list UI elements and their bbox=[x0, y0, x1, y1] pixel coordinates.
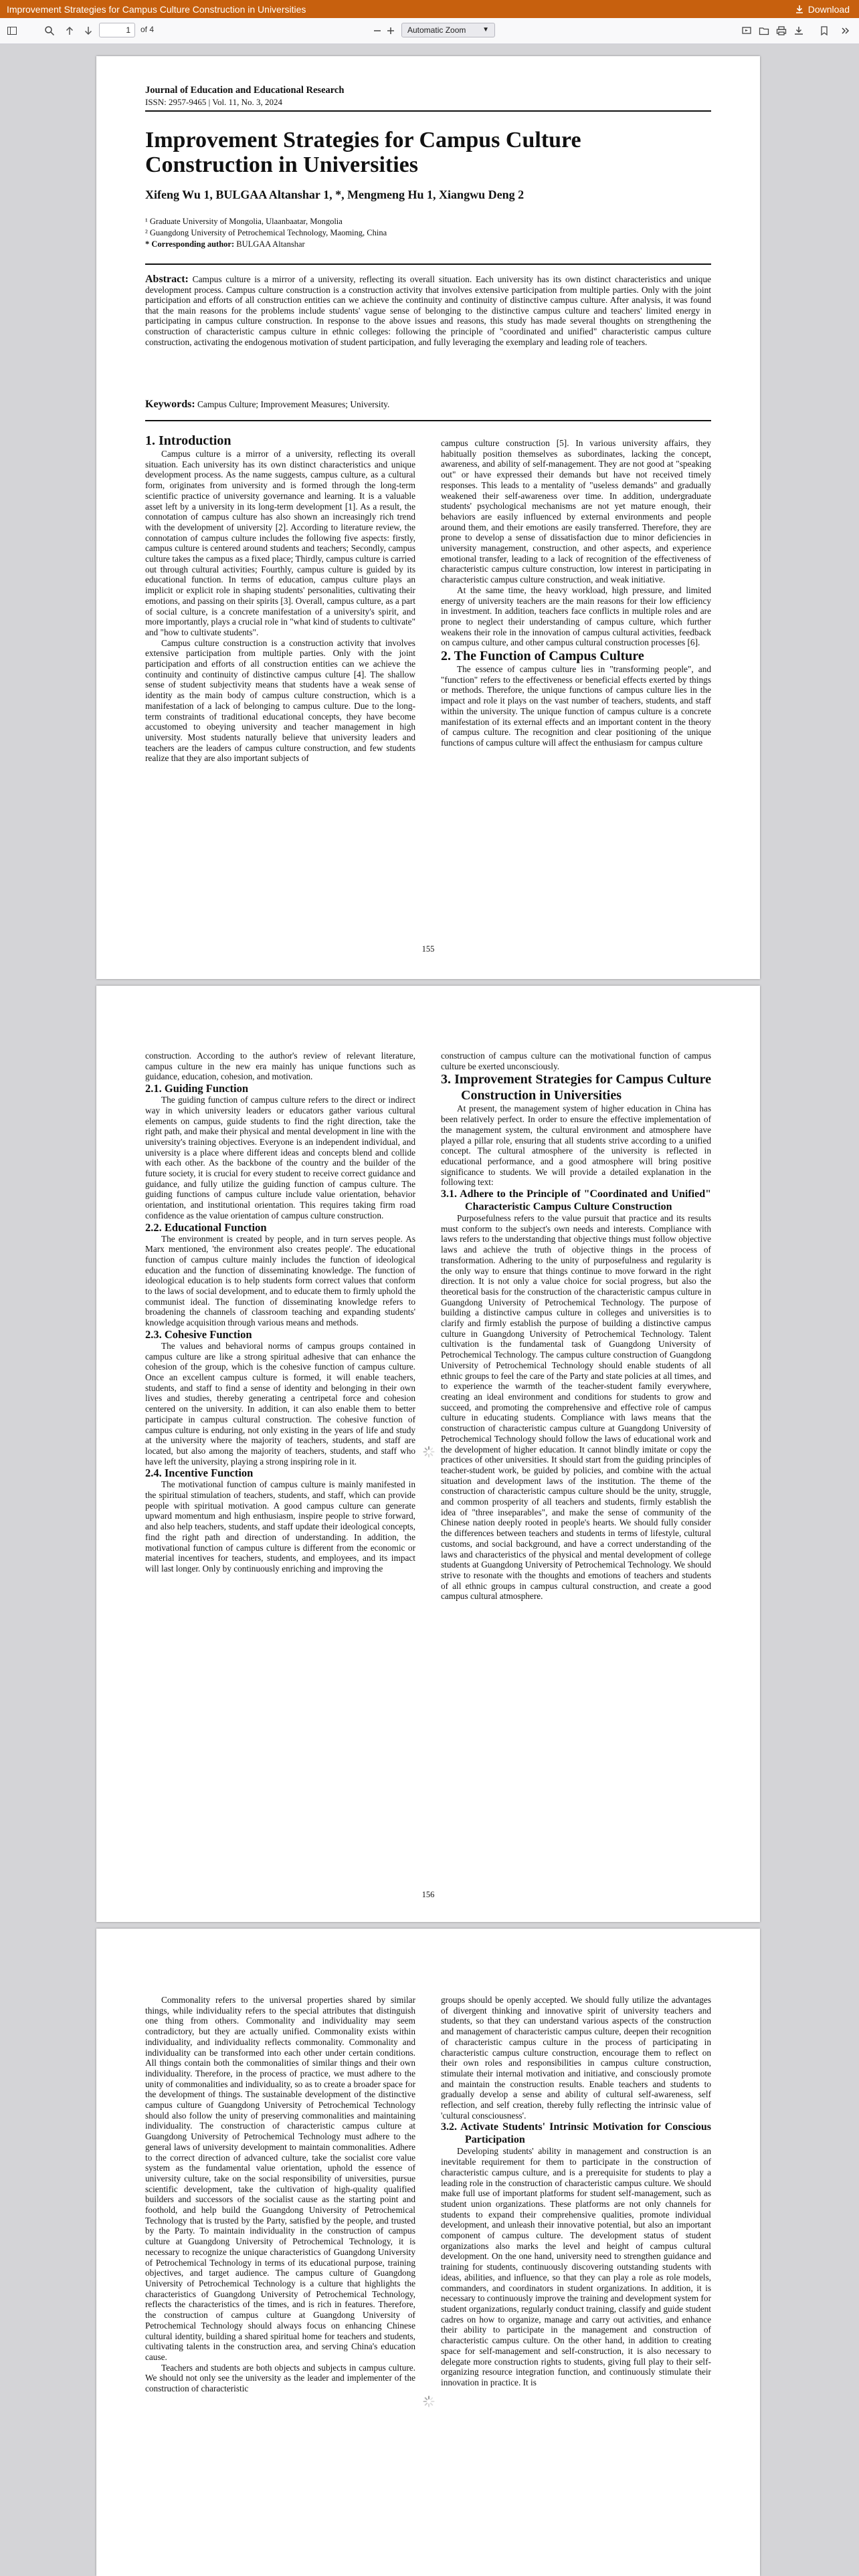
commonality-paragraph: Commonality refers to the universal properties shared by similar things, while individuality refers to the special attributes that distinguish one thing from others. Commonality and individuality may seem contradictory, but they are actually unified. Commonality exists within individuality, and individuality reflects commonality. Commonality and individuality can be transformed into each other under certain conditions. All things contain both the commonalities of similar things and their own individuality. Therefore, in the process of practice, we must adhere to the unity of commonalities and individuality, so as to create a broader space for the development of things. The sustainable development of the distinctive campus culture of Guangdong University of Petrochemical Technology should also follow the unity of preserving commonalities and maintaining individuality. The construction of characteristic campus culture at Guangdong University of Petrochemical Technology must adhere to the general laws of university development to maintain commonalities. Adhere to the correct direction of advanced culture, take the socialist core value system as the fundamental value orientation, uphold the essence of university culture, take on the social responsibility of universities, pursue scientific development, take the cultivation of high-quality qualified builders and successors of the socialist cause as the starting point and foothold, and help build the Guangdong University of Petrochemical Technology that is trusted by the Party, satisfied by the people, and trusted by the Party. To maintain individuality in the construction of campus culture at Guangdong University of Petrochemical Technology, it is necessary to recognize the unique characteristics of Guangdong University of Petrochemical Technology in terms of its educational purpose, training objectives, and target audience. The campus culture of Guangdong University of Petrochemical Technology is a culture that highlights the characteristics of Guangdong University of Petrochemical Technology, reflects the characteristics of the times, and is rich in features. Therefore, the construction of campus culture at Guangdong University of Petrochemical Technology should always focus on enhancing Chinese cultural identity, building a shared spiritual home for teachers and students, cultivating talents in the construction area, and serving China's education cause. bbox=[145, 1995, 415, 2362]
abstract-top-rule bbox=[145, 263, 711, 265]
groups-paragraph: groups should be openly accepted. We should fully utilize the advantages of divergent thinking and innovative spirit of university teachers and students, so that they can understand various aspects of the construction and management of characteristic campus culture, deepen their recognition of characteristic campus culture in the process of participating in characteristic campus culture construction, encourage them to reflect on their own roles and responsibilities in campus culture construction, stimulate their internal motivation and initiative, and consciously promote and maintain the construction results. Enable teachers and students to gradually develop a sense and ability of cultural self-awareness, self reflection, and self creation, thereby fully reflecting the intrinsic value of 'cultural consciousness'. bbox=[441, 1995, 711, 2121]
keywords-text: Campus Culture; Improvement Measures; University. bbox=[195, 399, 390, 409]
motivation-paragraph: Developing students' ability in management and construction is an inevitable requirement for them to participate in the construction of characteristic campus culture, and is a prerequisite for students to play a leading role in the construction of characteristic campus culture. We should make full use of important platforms for student self-management, such as student union organizations. These platforms are not only channels for students to expand their comprehensive qualities, promote individual development, and unleash their innovative potential, but also an important component of campus culture. The development status of student organizations also marks the level and height of campus cultural development. On the one hand, university need to strengthen guidance and training for students, continuously discovering outstanding students with ideas, abilities, and influence, so that they can play a role as role models, commanders, and coordinators in student organizations. In addition, it is necessary to continuously improve the training and development system for student organizations, regularly conduct training, classify and guide student cadres on how to organize, manage and carry out activities, and enhance their ability to participate in the management and construction of characteristic campus culture. On the other hand, in addition to creating space for self-management and self-construction, it is also necessary to delegate more construction rights to students, giving full play to their self-organizing resource integration function, and continuously stimulate their innovation in practice. It is bbox=[441, 2146, 711, 2387]
zoom-select[interactable] bbox=[401, 23, 495, 37]
loading-spinner-icon bbox=[423, 1446, 435, 1458]
open-file-button[interactable] bbox=[757, 23, 771, 38]
chevron-down-icon: ▼ bbox=[482, 26, 489, 33]
download-label: Download bbox=[807, 3, 850, 15]
incentive-paragraph-cont: construction of campus culture can the motivational function of campus culture be exerted unconsciously. bbox=[441, 1051, 711, 1071]
heading-educational-function: 2.2. Educational Function bbox=[145, 1220, 267, 1234]
keywords-label: Keywords: bbox=[145, 399, 195, 410]
abstract bbox=[145, 274, 711, 347]
keywords-bottom-rule bbox=[145, 420, 711, 421]
sidebar-icon bbox=[7, 25, 17, 36]
corresponding-label: * Corresponding author: bbox=[145, 239, 235, 249]
zoom-in-button[interactable] bbox=[384, 23, 397, 38]
corresponding-author bbox=[145, 239, 305, 249]
page-count: of 4 bbox=[140, 25, 155, 34]
page2-left-column bbox=[145, 1051, 415, 1574]
incentive-paragraph: The motivational function of campus culture is mainly manifested in the spiritual stimulation of teachers, students, and staff, which can provide people with spiritual motivation. A good campus culture can generate upward momentum and high enthusiasm, inspire people to strive forward, and also help teachers, students, and staff update their ideological concepts, find the right path and direction of understanding. In addition, the motivational function of campus culture is different from the economic or material incentives for teachers, students, and employees, and its impact will last longer. Only by continuously enriching and improving the bbox=[145, 1479, 415, 1574]
page1-right-column bbox=[441, 438, 711, 748]
window-titlebar bbox=[0, 0, 859, 18]
author-list: Xifeng Wu 1, BULGAA Altanshar 1, *, Mengmeng Hu 1, Xiangwu Deng 2 bbox=[145, 188, 524, 201]
arrow-up-icon bbox=[64, 25, 75, 36]
affiliation-1: ¹ Graduate University of Mongolia, Ulaanbaatar, Mongolia bbox=[145, 217, 343, 226]
tools-menu-button[interactable] bbox=[839, 23, 852, 38]
abstract-label: Abstract: bbox=[145, 274, 189, 285]
page2-right-column bbox=[441, 1051, 711, 1602]
paper-title: Improvement Strategies for Campus Culture Construction in Universities bbox=[145, 128, 581, 177]
heading-intrinsic-motivation: 3.2. Activate Students' Intrinsic Motivation for Conscious Participation bbox=[441, 2121, 711, 2146]
intro-paragraph-4: At the same time, the heavy workload, high pressure, and limited energy of university teachers are the main reasons for their low efficiency in investment. In addition, teachers face conflicts in multiple roles and are prone to neglect their understanding of campus culture, which further weakens their role in the innovation of campus cultural activities, feedback on campus culture, and other campus cultural construction processes [6]. bbox=[441, 584, 711, 648]
pdf-page-2 bbox=[96, 986, 760, 1922]
heading-introduction: 1. Introduction bbox=[145, 433, 231, 448]
function-paragraph-2: construction. According to the author's review of relevant literature, campus culture in the new era mainly has unique functions such as guidance, education, cohesion, and motivation. bbox=[145, 1051, 415, 1082]
pdf-page-3 bbox=[96, 1929, 760, 2576]
heading-guiding-function: 2.1. Guiding Function bbox=[145, 1082, 249, 1095]
heading-strategies: 3. Improvement Strategies for Campus Culture Construction in Universities bbox=[441, 1072, 711, 1103]
loading-spinner-icon bbox=[423, 2395, 435, 2407]
abstract-text: Campus culture is a mirror of a university, reflecting its overall situation. Each university has its own distinct characteristics and unique development process. Campus culture construction is a construction activity that involves extensive participation from multiple parties. Only with the joint participation and efforts of all construction entities can we achieve the continuity and continuity of distinctive campus culture. After analysis, it was found that the main reasons for the problems include students' vague sense of belonging to the distinctive campus culture and teachers' limited energy in participating in campus culture construction. In response to the above issues and reasons, this study has made several thoughts on strengthening the construction of characteristic campus culture in ethnic colleges: following the principle of "coordinated and unified" characteristic campus culture construction, activating the endogenous motivation of student participation, and fully leveraging the exemplary and leading role of teachers. bbox=[145, 274, 711, 347]
search-icon bbox=[44, 25, 55, 36]
page3-left-column bbox=[145, 1995, 415, 2394]
keywords bbox=[145, 399, 711, 411]
page-number-155: 155 bbox=[421, 944, 435, 954]
previous-page-button[interactable] bbox=[63, 23, 76, 38]
print-button[interactable] bbox=[775, 23, 788, 38]
arrow-down-icon bbox=[83, 25, 94, 36]
bookmark-button[interactable] bbox=[818, 23, 831, 38]
pdf-page-1 bbox=[96, 56, 760, 979]
sidebar-toggle-button[interactable] bbox=[5, 23, 19, 38]
plus-icon bbox=[385, 25, 396, 36]
page1-left-column bbox=[145, 433, 415, 764]
zoom-out-button[interactable] bbox=[371, 23, 384, 38]
journal-name: Journal of Education and Educational Research bbox=[145, 85, 345, 96]
page3-right-column bbox=[441, 1995, 711, 2388]
function-paragraph-1: The essence of campus culture lies in "transforming people", and "function" refers to the effectiveness or beneficial effects exerted by things or methods. Therefore, the unique functions of campus culture lies in the impact and role it plays on the vast number of teachers, students, and staff within the university. The unique function of campus culture is a concrete manifestation of its external effects and an important content in the theory of campus culture. The recognition and clear positioning of the unique functions of campus culture will affect the enthusiasm for campus culture bbox=[441, 664, 711, 748]
heading-incentive-function: 2.4. Incentive Function bbox=[145, 1467, 254, 1480]
intro-paragraph-3: campus culture construction [5]. In various university affairs, they habitually position themselves as subordinates, lacking the concept, awareness, and ability of self-management. They are not good at "speaking out" or have expressed their demands but have not received timely responses. This leads to a mentality of "useless demands" and gradually weakened their self-awareness over time. In addition, undergraduate students' psychological mechanisms are not yet mature enough, their behaviors are easily influenced by external environments and people around them, and their emotions are easily transferred. Therefore, they are prone to develop a sense of dissatisfaction due to minor deficiencies in university management, construction, and other aspects, and experience emotional transfer, leading to a lack of recognition of the effectiveness of characteristic campus culture construction, low interest in participating in characteristic campus culture construction, and weak initiative. bbox=[441, 438, 711, 585]
issn-line: ISSN: 2957-9465 | Vol. 11, No. 3, 2024 bbox=[145, 97, 282, 107]
next-page-button[interactable] bbox=[82, 23, 95, 38]
subjects-paragraph: Teachers and students are both objects and subjects in campus culture. We should not only see the university as the leader and implementer of the construction of characteristic bbox=[145, 2362, 415, 2394]
coordinated-paragraph: Purposefulness refers to the value pursuit that practice and its results must conform to the subject's own needs and interests. Compliance with laws refers to the understanding that objective things must follow objective laws and achieve the truth of objective things in the process of transformation. Adhering to the unity of purposefulness and regularity is the only way to ensure that things continue to move forward in the right direction. It is not only a value choice for social progress, but also the theoretical basis for the construction of the characteristic campus culture in Guangdong University of Petrochemical Technology. The purpose of building a distinctive campus culture in colleges and universities is to clarify and firmly establish the purpose of building a distinctive campus culture in Guangdong University of Petrochemical Technology. Talent cultivation is the fundamental task of Guangdong University of Petrochemical Technology. The campus culture construction of Guangdong University of Petrochemical Technology should enable students of all ethnic groups to feel the care of the Party and state policies at all times, and to experience the warmth of the teacher-student family everywhere, creating an ideal environment and conditions for students to grow and succeed, and promoting the comprehensive and effective role of campus culture in educating students. Compliance with laws means that the construction of characteristic campus culture at Guangdong University of Petrochemical Technology should follow the laws of educational work and the development of higher education. It cannot blindly imitate or copy the practices of other universities. It should start from the guiding principles of teacher-student work, be guided by policies, and combine with the actual situation and development laws of the institution. The theme of the construction of characteristic campus culture should be the unity, struggle, and common prosperity of all teachers and students, firmly establish the idea of "three inseparables", and make the sense of community of the Chinese nation deeply rooted in people's hearts. We should fully consider the differences between teachers and students in terms of lifestyle, cultural customs, and social background, and have a correct understanding of the laws and characteristics of the physical and mental development of college students at Guangdong University of Petrochemical Technology. We should strive to resonate with the thoughts and emotions of teachers and students of all ethnic groups in campus cultural construction, and create a good campus cultural atmosphere. bbox=[441, 1213, 711, 1602]
affiliation-2: ² Guangdong University of Petrochemical Technology, Maoming, China bbox=[145, 228, 387, 237]
header-rule bbox=[145, 110, 711, 112]
bookmark-icon bbox=[819, 25, 830, 36]
double-chevron-right-icon bbox=[840, 25, 851, 36]
folder-icon bbox=[759, 25, 769, 36]
corresponding-name: BULGAA Altanshar bbox=[234, 239, 305, 249]
window-title: Improvement Strategies for Campus Culture Construction in Universities bbox=[7, 3, 306, 15]
print-icon bbox=[776, 25, 787, 36]
strategies-paragraph: At present, the management system of higher education in China has been relatively perfect. In order to ensure the effective implementation of the management system, the cultural environment and atmosphere have played a pillar role, ensuring that all students strive according to a unified concept. The cultural atmosphere of the university is reflected in educational performance, and a good atmosphere will bring positive significance to students. We will provide a detailed explanation in the following text: bbox=[441, 1103, 711, 1188]
download-icon bbox=[795, 5, 804, 14]
find-button[interactable] bbox=[43, 23, 56, 38]
intro-paragraph-1: Campus culture is a mirror of a university, reflecting its overall situation. Each university has its own distinct characteristics and unique development process. As the name suggests, campus culture, as a cultural form, originates from university and is formed through the long-term scientific practice of university governance and learning. It is a valuable asset left by a university in its long-term development [1]. As a result, the connotation of campus culture has also shown an increasingly rich trend with the development of university [2]. According to literature review, the connotation of campus culture includes the following five aspects: firstly, campus culture is centered around students and teachers; Secondly, campus culture takes the campus as a fixed place; Thirdly, campus culture is carried out through cultural activities; Fourthly, campus culture is guided by its educational function. In terms of education, campus culture plays an implicit or explicit role in shaping students' personalities, cultivating their emotions, and passing on their spirits [3]. Overall, campus culture, as a part of social culture, is a concrete manifestation of a university's spirit, and more importantly, plays a crucial role in "what kind of students to cultivate" and "how to cultivate students". bbox=[145, 449, 415, 637]
save-icon bbox=[793, 25, 804, 36]
guiding-paragraph: The guiding function of campus culture refers to the direct or indirect way in which university leaders or educators gather various cultural elements on campus, guide students to find the right direction, take the right path, and make their physical and mental development in line with the university's training objectives. Everyone is an independent individual, and university is a place where different ideas and concepts blend and collide with each other. As the backbone of the country and the builder of the future society, it is crucial for every student to receive correct guidance and guidance, and fully utilize the guiding function of campus culture. The guiding functions of campus culture include value orientation, behavior orientation, and institutional orientation. This requires taking firm road confidence as the value orientation of campus culture construction. bbox=[145, 1095, 415, 1220]
presentation-mode-button[interactable] bbox=[740, 23, 753, 38]
intro-paragraph-2: Campus culture construction is a construction activity that involves extensive participation from multiple parties. Only with the joint participation and efforts of all construction entities can we achieve the continuity and continuity of distinctive campus culture [4]. The shallow sense of student subjectivity means that students have a weak sense of identity as the main body of campus culture construction, which is a manifestation of a lack of belonging to campus culture. Due to the long-term constraints of traditional educational concepts, they have become accustomed to obeying university and teacher management in high university. Most students naturally believe that university leaders and teachers are the leaders of campus culture construction, and few students realize that they are also important subjects of bbox=[145, 637, 415, 764]
page-number-input[interactable]: 1 bbox=[99, 23, 135, 37]
zoom-value: Automatic Zoom bbox=[407, 25, 466, 35]
page-number-156: 156 bbox=[421, 1890, 435, 1899]
minus-icon bbox=[372, 25, 383, 36]
educational-paragraph: The environment is created by people, and in turn serves people. As Marx mentioned, 'the environment also creates people'. The educational function of campus culture mainly includes the function of ideological education and the function of disseminating knowledge. The function of ideological education is to help students form correct values that conform to the laws of social development, and to educate them to firmly uphold the communist ideal. The function of disseminating knowledge refers to broadening the channels of classroom teaching and expanding students' knowledge acquisition through various means and methods. bbox=[145, 1233, 415, 1328]
heading-coordinated-unified: 3.1. Adhere to the Principle of "Coordinated and Unified" Characteristic Campus Culture Construction bbox=[441, 1188, 711, 1213]
heading-cohesive-function: 2.3. Cohesive Function bbox=[145, 1327, 252, 1341]
save-button[interactable] bbox=[792, 23, 805, 38]
presentation-icon bbox=[741, 25, 752, 36]
download-link[interactable] bbox=[795, 4, 859, 15]
cohesive-paragraph: The values and behavioral norms of campus groups contained in campus culture are like a strong spiritual adhesive that can enhance the cohesion of the group, which is the cohesive function of campus culture. Once an excellent campus culture is formed, it will enable teachers, students, and staff to find a sense of identity and belonging in their own lives and studies, thereby generating a centripetal force and cohesion centered on the university. In addition, it can also enable them to better participate in campus cultural construction. The cohesive function of campus culture is enduring, not only existing in the years of life and study at the university where the majority of teachers, students, and staff are located, but also among the majority of teachers, students, and staff who have left the university, playing a strong inspiring role in it. bbox=[145, 1340, 415, 1467]
heading-function: 2. The Function of Campus Culture bbox=[441, 649, 644, 664]
